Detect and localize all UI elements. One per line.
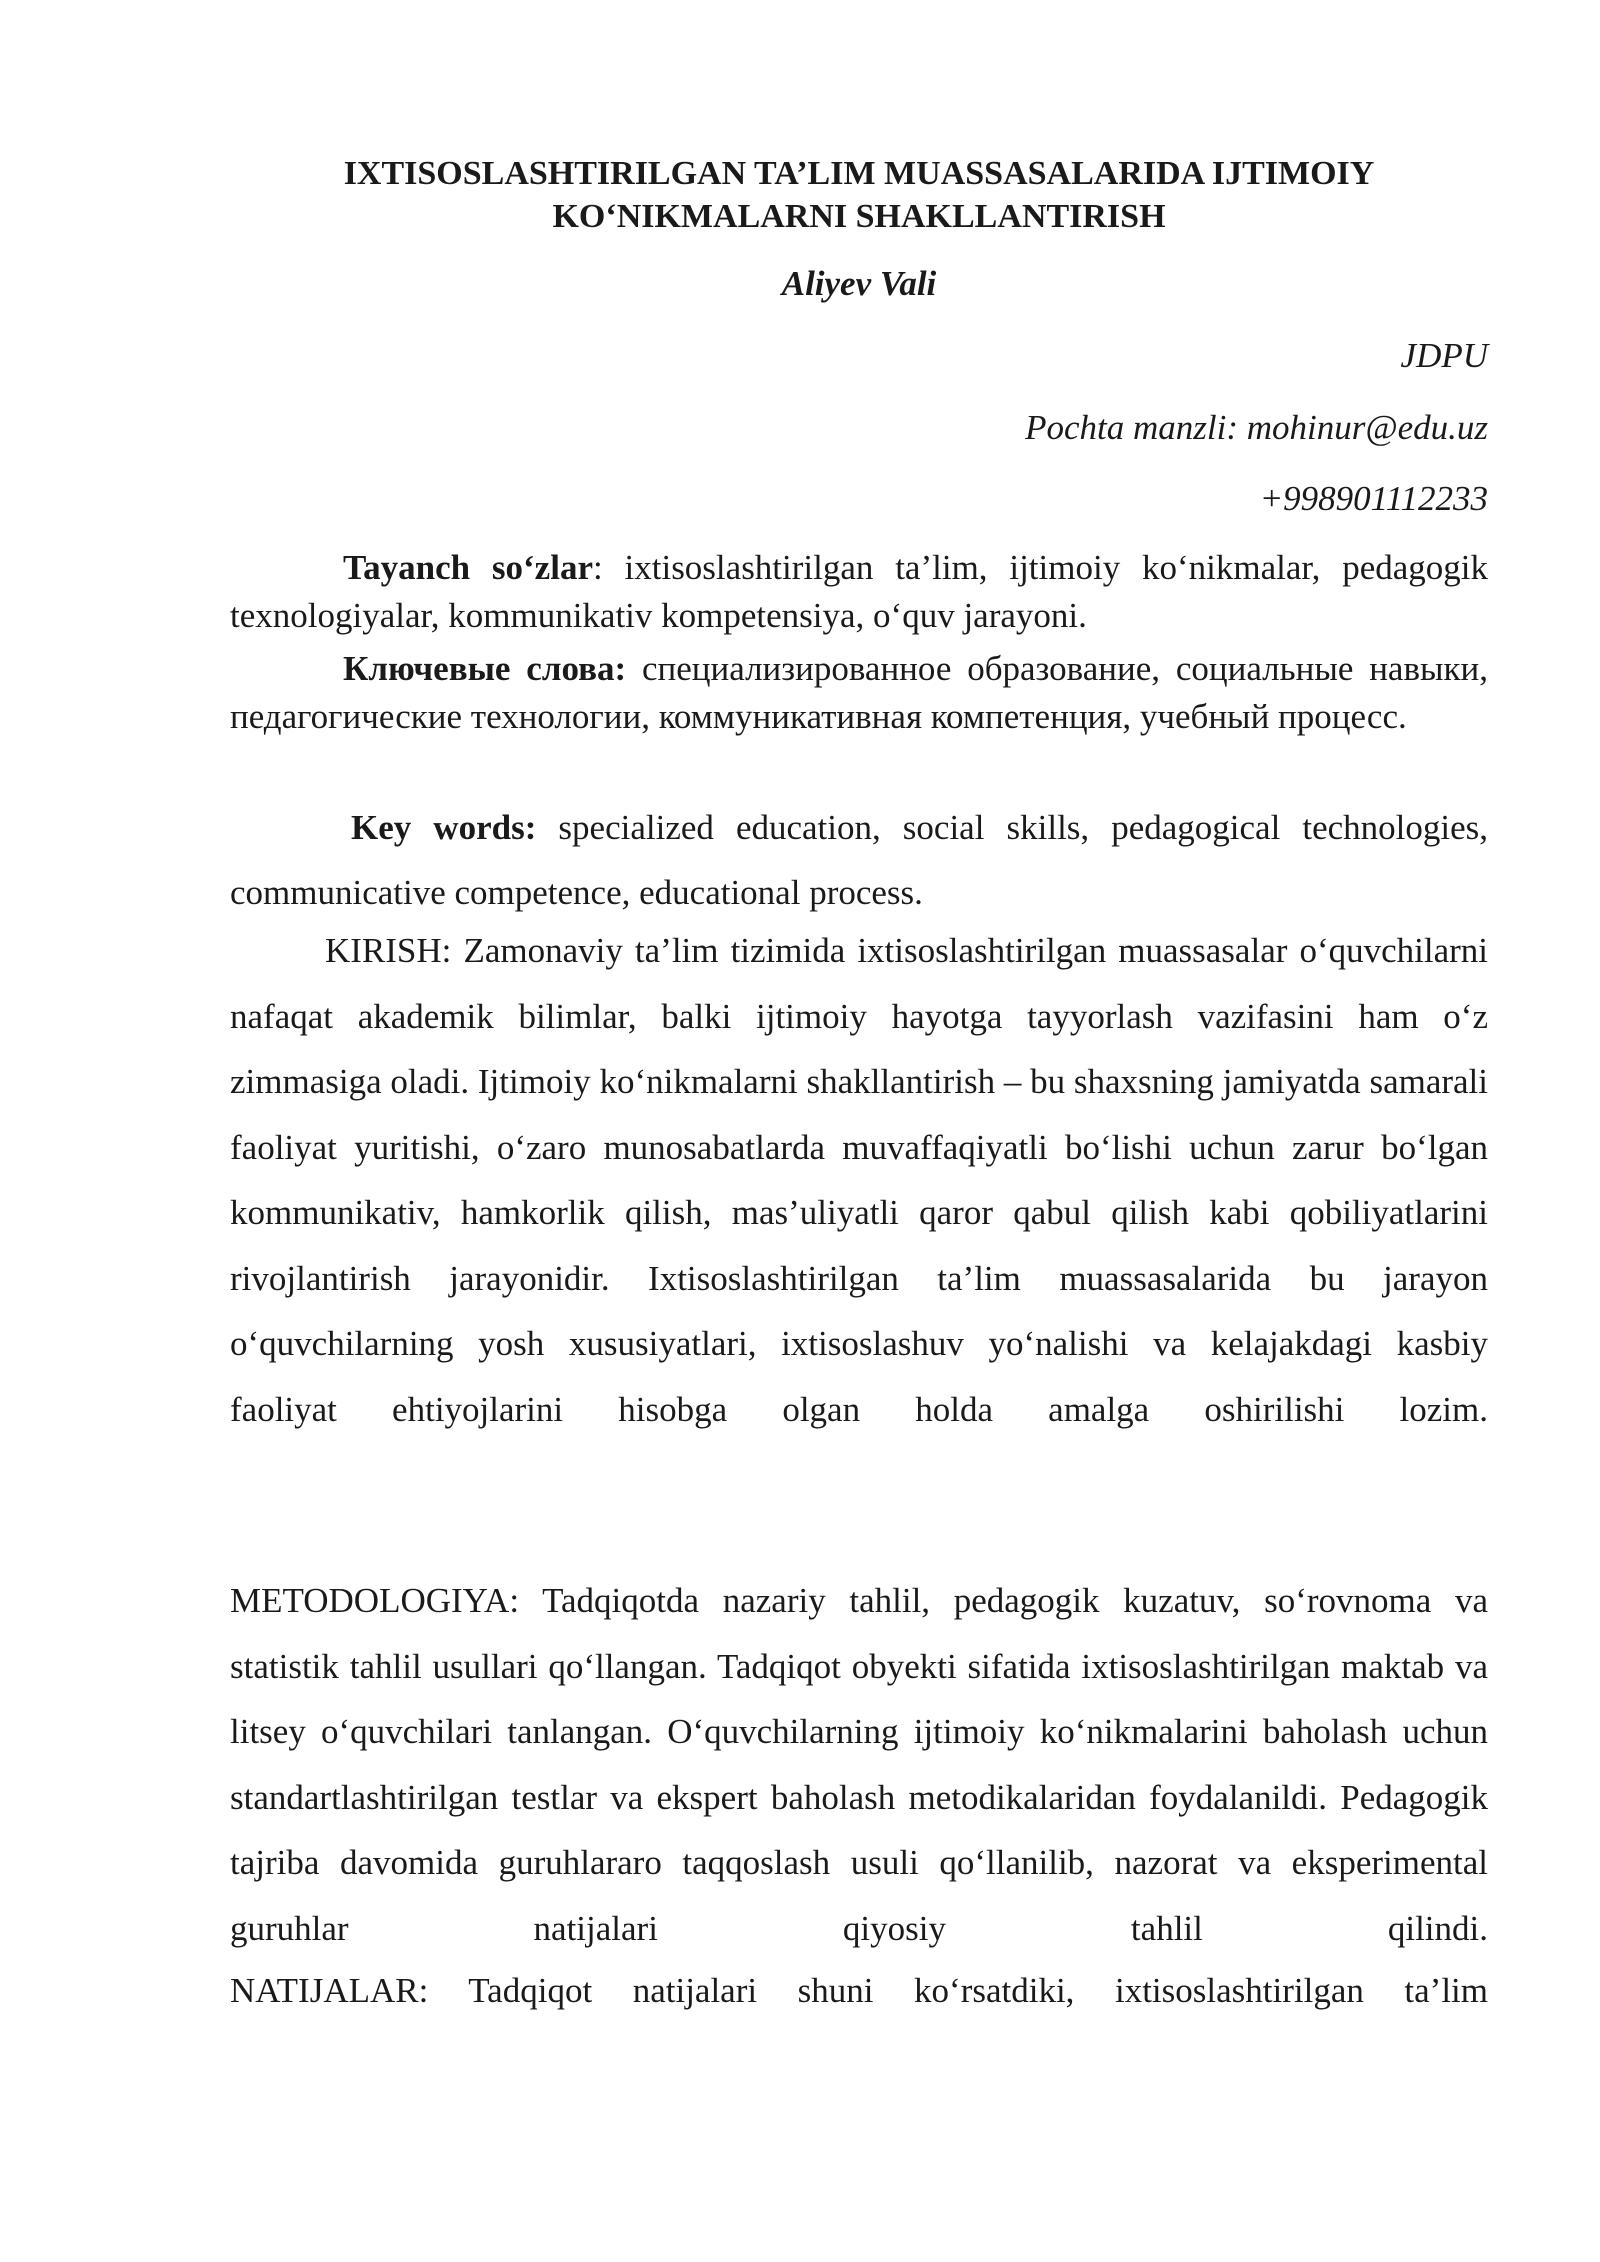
results-text: NATIJALAR: Tadqiqot natijalari shuni ko‘rsatdiki, ixtisoslashtirilgan ta’lim <box>230 1971 1488 2010</box>
email-line: Pochta manzli: mohinur@edu.uz <box>1025 408 1488 447</box>
intro-text: KIRISH: Zamonaviy ta’lim tizimida ixtisoslashtirilgan muassasalar o‘quvchilarni nafaqat akademik bilimlar, balki ijtimoiy hayotga tayyorlash vazifasini ham o‘z zimmasiga oladi. Ijtimoiy ko‘nikmalarni shakllantirish – bu shaxsning jamiyatda samarali faoliyat yuritishi, o‘zaro munosabatlarda muvaffaqiyatli bo‘lishi uchun zarur bo‘lgan kommunikativ, hamkorlik qilish, mas’uliyatli qaror qabul qilish kabi qobiliyatlarini rivojlantirish jarayonidir. Ixtisoslashtirilgan ta’lim muassasalarida bu jarayon o‘quvchilarning yosh xususiyatlari, ixtisoslashuv yo‘nalishi va kelajakdagi kasbiy faoliyat ehtiyojlarini hisobga olgan holda amalga oshirilishi lozim. <box>230 931 1488 1429</box>
keywords-english-label: Key words: <box>351 808 537 847</box>
methodology-paragraph <box>230 1568 1488 1961</box>
keywords-russian <box>230 645 1488 741</box>
keywords-uzbek <box>230 544 1488 640</box>
keywords-english-text: specialized education, social skills, pedagogical technologies, communicative competence, educational process. <box>230 808 1489 912</box>
intro-paragraph <box>230 918 1488 1442</box>
keywords-uzbek-text: : ixtisoslashtirilgan ta’lim, ijtimoiy ko‘nikmalar, pedagogik texnologiyalar, kommunikativ kompetensiya, o‘quv jarayoni. <box>230 548 1488 635</box>
keywords-russian-text: специализированное образование, социальные навыки, педагогические технологии, коммуникативная компетенция, учебный процесс. <box>230 649 1488 736</box>
author-name: Aliyev Vali <box>781 264 937 303</box>
paper-title <box>230 152 1488 238</box>
keywords-russian-label: Ключевые слова: <box>343 649 627 688</box>
methodology-text: METODOLOGIYA: Tadqiqotda nazariy tahlil, pedagogik kuzatuv, so‘rovnoma va statistik tahlil usullari qo‘llangan. Tadqiqot obyekti sifatida ixtisoslashtirilgan maktab va litsey o‘quvchilari tanlangan. O‘quvchilarning ijtimoiy ko‘nikmalarini baholash uchun standartlashtirilgan testlar va ekspert baholash metodikalaridan foydalanildi. Pedagogik tajriba davomida guruhlararo taqqoslash usuli qo‘llanilib, nazorat va eksperimental guruhlar natijalari qiyosiy tahlil qilindi. <box>230 1581 1488 1948</box>
keywords-uzbek-label: Tayanch so‘zlar <box>343 548 593 587</box>
title-line-1: IXTISOSLASHTIRILGAN TA’LIM MUASSASALARIDA IJTIMOIY <box>343 155 1375 192</box>
results-paragraph <box>230 1958 1488 2024</box>
title-line-2: KO‘NIKMALARNI SHAKLLANTIRISH <box>552 198 1166 235</box>
keywords-english <box>230 795 1488 925</box>
phone-number: +998901112233 <box>1259 479 1488 518</box>
institution: JDPU <box>1400 336 1488 375</box>
